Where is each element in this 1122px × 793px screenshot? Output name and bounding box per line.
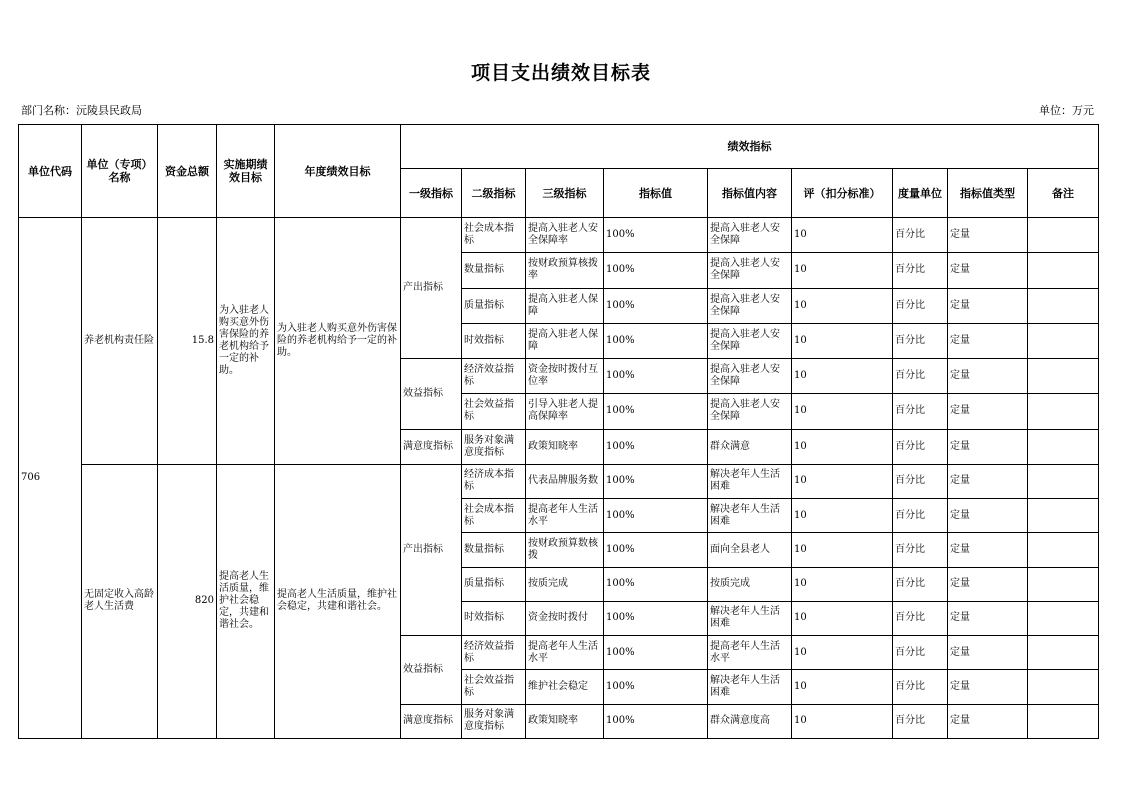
score-cell: 10 — [792, 218, 893, 253]
score-cell: 10 — [792, 323, 893, 358]
level3-cell: 资金按时拨付 — [526, 601, 604, 635]
note-cell — [1028, 288, 1099, 323]
measure-unit-cell: 百分比 — [893, 533, 948, 567]
measure-unit-cell: 百分比 — [893, 499, 948, 533]
score-cell: 10 — [792, 636, 893, 670]
indicator-value-cell: 100% — [604, 567, 708, 601]
note-cell — [1028, 670, 1099, 704]
header-score: 评（扣分标准） — [792, 169, 893, 218]
level2-cell: 社会成本指标 — [462, 499, 526, 533]
level3-cell: 资金按时拨付互位率 — [526, 359, 604, 394]
level2-cell: 经济效益指标 — [462, 359, 526, 394]
table-row — [19, 464, 1099, 498]
note-cell — [1028, 567, 1099, 601]
level3-cell: 提高入驻老人保障 — [526, 288, 604, 323]
indicator-content-cell: 解决老年人生活困难 — [708, 670, 792, 704]
indicator-content-cell: 面向全县老人 — [708, 533, 792, 567]
note-cell — [1028, 218, 1099, 253]
score-cell: 10 — [792, 288, 893, 323]
note-cell — [1028, 704, 1099, 738]
indicator-content-cell: 提高入驻老人安全保障 — [708, 253, 792, 288]
score-cell: 10 — [792, 670, 893, 704]
page-title: 项目支出绩效目标表 — [470, 62, 651, 84]
level2-cell: 质量指标 — [462, 567, 526, 601]
measure-unit-cell: 百分比 — [893, 288, 948, 323]
header-unit-name: 单位（专项）名称 — [82, 125, 158, 218]
level3-cell: 提高入驻老人安全保障率 — [526, 218, 604, 253]
indicator-content-cell: 按质完成 — [708, 567, 792, 601]
indicator-content-cell: 提高入驻老人安全保障 — [708, 288, 792, 323]
level2-cell: 服务对象满意度指标 — [462, 704, 526, 738]
note-cell — [1028, 499, 1099, 533]
indicator-content-cell: 解决老年人生活困难 — [708, 601, 792, 635]
measure-unit-cell: 百分比 — [893, 567, 948, 601]
note-cell — [1028, 253, 1099, 288]
indicator-value-cell: 100% — [604, 218, 708, 253]
measure-unit-cell: 百分比 — [893, 218, 948, 253]
level3-cell: 提高老年人生活水平 — [526, 636, 604, 670]
score-cell: 10 — [792, 601, 893, 635]
project-amount-cell: 820 — [158, 464, 217, 738]
value-type-cell: 定量 — [948, 429, 1028, 464]
indicator-value-cell: 100% — [604, 288, 708, 323]
level2-cell: 质量指标 — [462, 288, 526, 323]
indicator-value-cell: 100% — [604, 394, 708, 429]
indicator-content-cell: 群众满意 — [708, 429, 792, 464]
note-cell — [1028, 533, 1099, 567]
header-note: 备注 — [1028, 169, 1099, 218]
value-type-cell: 定量 — [948, 359, 1028, 394]
value-type-cell: 定量 — [948, 499, 1028, 533]
department-label: 部门名称：沅陵县民政局 — [21, 104, 142, 117]
header-level3: 三级指标 — [526, 169, 604, 218]
currency-unit-label: 单位：万元 — [1039, 104, 1094, 117]
level2-cell: 经济效益指标 — [462, 636, 526, 670]
value-type-cell: 定量 — [948, 704, 1028, 738]
level2-cell: 时效指标 — [462, 323, 526, 358]
header-level1: 一级指标 — [401, 169, 462, 218]
score-cell: 10 — [792, 429, 893, 464]
value-type-cell: 定量 — [948, 533, 1028, 567]
score-cell: 10 — [792, 253, 893, 288]
measure-unit-cell: 百分比 — [893, 323, 948, 358]
score-cell: 10 — [792, 359, 893, 394]
level2-cell: 时效指标 — [462, 601, 526, 635]
indicator-value-cell: 100% — [604, 704, 708, 738]
score-cell: 10 — [792, 533, 893, 567]
indicator-value-cell: 100% — [604, 429, 708, 464]
level3-cell: 按财政预算核拨率 — [526, 253, 604, 288]
level3-cell: 政策知晓率 — [526, 429, 604, 464]
table-row — [19, 218, 1099, 253]
note-cell — [1028, 429, 1099, 464]
annual-target-cell: 为入驻老人购买意外伤害保险的养老机构给予一定的补助。 — [275, 218, 401, 465]
header-level2: 二级指标 — [462, 169, 526, 218]
indicator-value-cell: 100% — [604, 636, 708, 670]
project-name-cell: 无固定收入高龄老人生活费 — [82, 464, 158, 738]
value-type-cell: 定量 — [948, 288, 1028, 323]
level3-cell: 引导入驻老人提高保障率 — [526, 394, 604, 429]
note-cell — [1028, 359, 1099, 394]
indicator-value-cell: 100% — [604, 464, 708, 498]
table-body — [19, 218, 1099, 739]
note-cell — [1028, 464, 1099, 498]
level2-cell: 社会成本指标 — [462, 218, 526, 253]
level3-cell: 代表品牌服务数 — [526, 464, 604, 498]
indicator-content-cell: 群众满意度高 — [708, 704, 792, 738]
measure-unit-cell: 百分比 — [893, 429, 948, 464]
measure-unit-cell: 百分比 — [893, 464, 948, 498]
header-annual-target: 年度绩效目标 — [275, 125, 401, 218]
header-total-funds: 资金总额 — [158, 125, 217, 218]
indicator-value-cell: 100% — [604, 359, 708, 394]
note-cell — [1028, 636, 1099, 670]
value-type-cell: 定量 — [948, 323, 1028, 358]
performance-target-table — [18, 124, 1099, 739]
value-type-cell: 定量 — [948, 394, 1028, 429]
level2-cell: 社会效益指标 — [462, 394, 526, 429]
measure-unit-cell: 百分比 — [893, 704, 948, 738]
value-type-cell: 定量 — [948, 601, 1028, 635]
header-value: 指标值 — [604, 169, 708, 218]
indicator-value-cell: 100% — [604, 253, 708, 288]
score-cell: 10 — [792, 499, 893, 533]
impl-target-cell: 提高老人生活质量，维护社会稳定，共建和谐社会。 — [217, 464, 275, 738]
level3-cell: 按质完成 — [526, 567, 604, 601]
project-name-cell: 养老机构责任险 — [82, 218, 158, 465]
measure-unit-cell: 百分比 — [893, 394, 948, 429]
unit-code-cell: 706 — [19, 218, 82, 739]
value-type-cell: 定量 — [948, 636, 1028, 670]
level1-cell: 产出指标 — [401, 218, 462, 359]
indicator-value-cell: 100% — [604, 670, 708, 704]
indicator-content-cell: 提高入驻老人安全保障 — [708, 359, 792, 394]
level2-cell: 服务对象满意度指标 — [462, 429, 526, 464]
value-type-cell: 定量 — [948, 567, 1028, 601]
level2-cell: 数量指标 — [462, 253, 526, 288]
score-cell: 10 — [792, 394, 893, 429]
note-cell — [1028, 323, 1099, 358]
indicator-value-cell: 100% — [604, 323, 708, 358]
header-value-type: 指标值类型 — [948, 169, 1028, 218]
header-content: 指标值内容 — [708, 169, 792, 218]
level1-cell: 满意度指标 — [401, 429, 462, 464]
level3-cell: 政策知晓率 — [526, 704, 604, 738]
project-amount-cell: 15.8 — [158, 218, 217, 465]
level1-cell: 效益指标 — [401, 359, 462, 430]
score-cell: 10 — [792, 704, 893, 738]
indicator-content-cell: 解决老年人生活困难 — [708, 499, 792, 533]
indicator-content-cell: 提高老年人生活水平 — [708, 636, 792, 670]
measure-unit-cell: 百分比 — [893, 670, 948, 704]
value-type-cell: 定量 — [948, 218, 1028, 253]
level3-cell: 按财政预算数核拨 — [526, 533, 604, 567]
score-cell: 10 — [792, 464, 893, 498]
level2-cell: 数量指标 — [462, 533, 526, 567]
indicator-content-cell: 提高入驻老人安全保障 — [708, 394, 792, 429]
level3-cell: 提高老年人生活水平 — [526, 499, 604, 533]
level3-cell: 维护社会稳定 — [526, 670, 604, 704]
value-type-cell: 定量 — [948, 464, 1028, 498]
value-type-cell: 定量 — [948, 253, 1028, 288]
measure-unit-cell: 百分比 — [893, 601, 948, 635]
level3-cell: 提高入驻老人保障 — [526, 323, 604, 358]
note-cell — [1028, 394, 1099, 429]
value-type-cell: 定量 — [948, 670, 1028, 704]
header-measure-unit: 度量单位 — [893, 169, 948, 218]
level1-cell: 产出指标 — [401, 464, 462, 635]
measure-unit-cell: 百分比 — [893, 636, 948, 670]
score-cell: 10 — [792, 567, 893, 601]
indicator-value-cell: 100% — [604, 499, 708, 533]
indicator-content-cell: 提高入驻老人安全保障 — [708, 323, 792, 358]
measure-unit-cell: 百分比 — [893, 359, 948, 394]
indicator-content-cell: 提高入驻老人安全保障 — [708, 218, 792, 253]
annual-target-cell: 提高老人生活质量，维护社会稳定，共建和谐社会。 — [275, 464, 401, 738]
level1-cell: 效益指标 — [401, 636, 462, 705]
impl-target-cell: 为入驻老人购买意外伤害保险的养老机构给予一定的补助。 — [217, 218, 275, 465]
indicator-content-cell: 解决老年人生活困难 — [708, 464, 792, 498]
indicator-value-cell: 100% — [604, 601, 708, 635]
header-impl-target: 实施期绩效目标 — [217, 125, 275, 218]
level1-cell: 满意度指标 — [401, 704, 462, 738]
level2-cell: 社会效益指标 — [462, 670, 526, 704]
header-perf-indicators: 绩效指标 — [401, 125, 1099, 169]
level2-cell: 经济成本指标 — [462, 464, 526, 498]
header-unit-code: 单位代码 — [19, 125, 82, 218]
indicator-value-cell: 100% — [604, 533, 708, 567]
note-cell — [1028, 601, 1099, 635]
measure-unit-cell: 百分比 — [893, 253, 948, 288]
